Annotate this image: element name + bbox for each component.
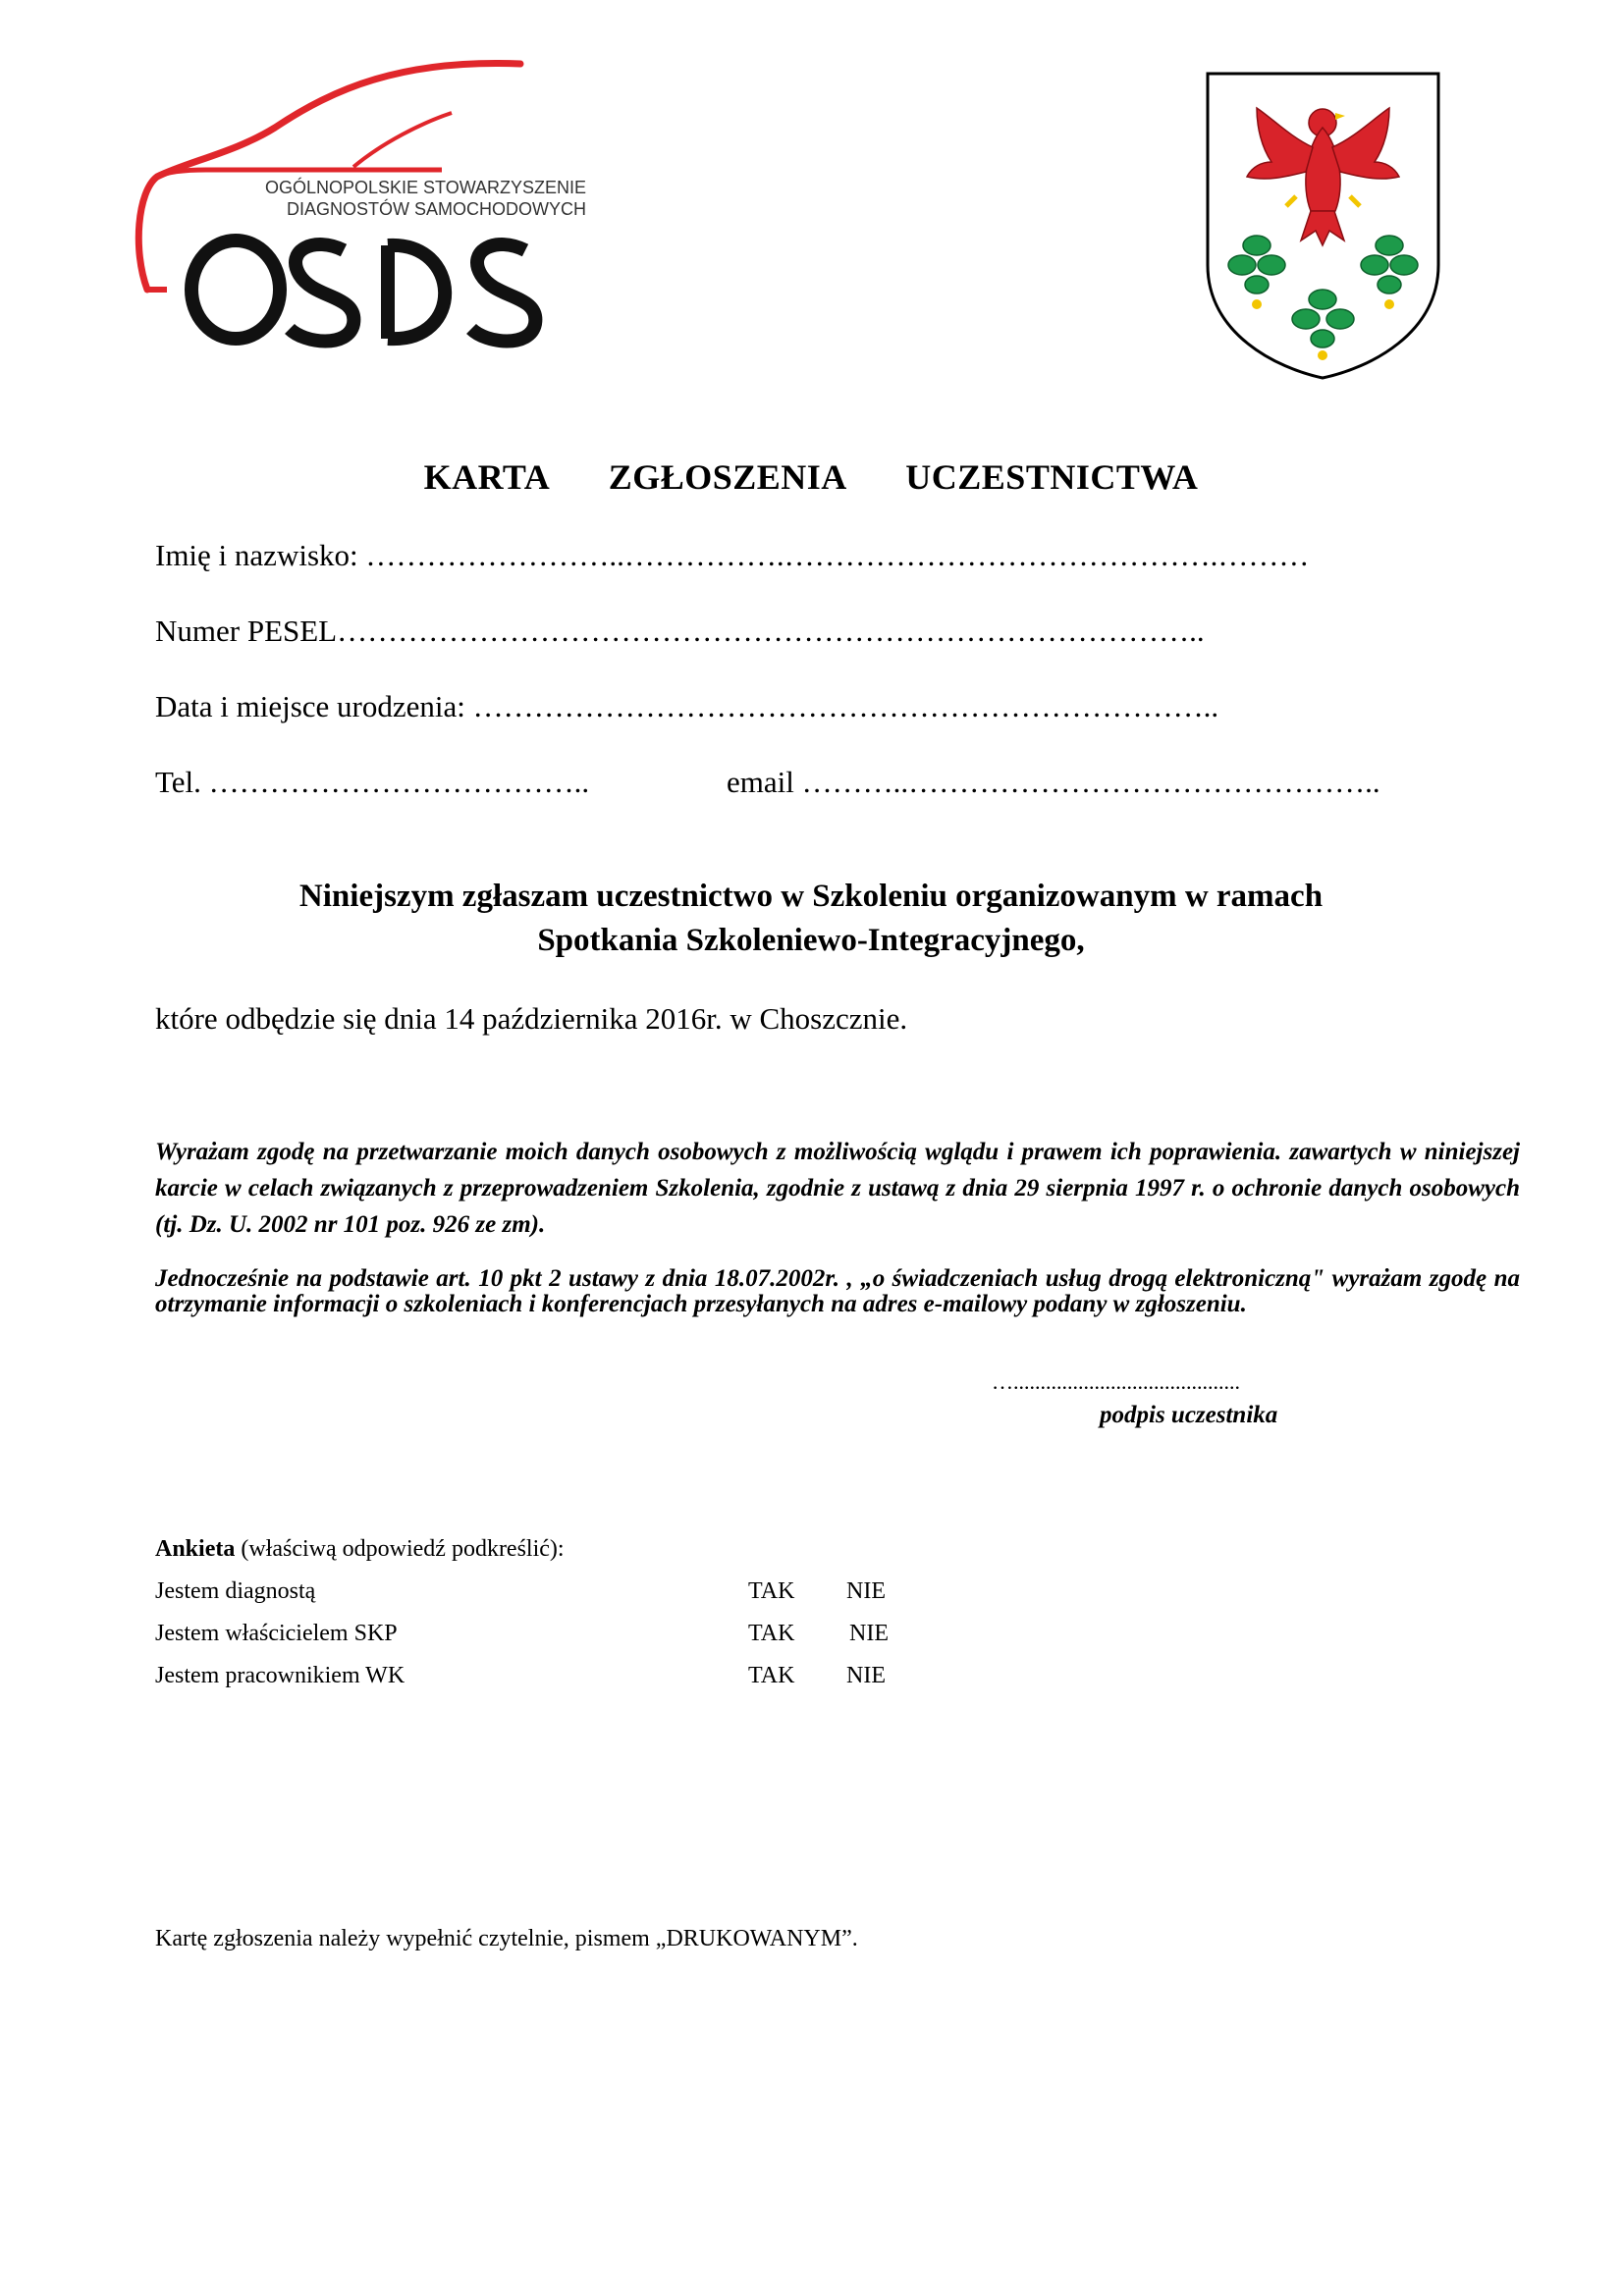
survey-answer-no[interactable]: NIE — [846, 1578, 886, 1604]
footer-note: Kartę zgłoszenia należy wypełnić czytelnie, pismem „DRUKOWANYM”. — [155, 1926, 858, 1951]
consent-paragraph-1: Wyrażam zgodę na przetwarzanie moich danych osobowych z możliwością wglądu i prawem ich poprawienia. zawartych w niniejszej karcie w celach związanych z przeprowadzeniem Szkolenia, zgodnie z ustawą z dnia 29 sierpnia 1997 r. o ochronie danych osobowych (tj. Dz. U. 2002 nr 101 poz. 926 ze zm). — [155, 1139, 1520, 1238]
coat-of-arms — [1203, 69, 1443, 383]
osds-logo — [128, 54, 587, 348]
pesel-field[interactable]: Numer PESEL………………………………………………………………………….. — [155, 614, 1205, 648]
survey-answer-yes[interactable]: TAK — [748, 1578, 795, 1604]
survey-answer-no[interactable]: NIE — [849, 1621, 889, 1646]
signature-label: podpis uczestnika — [1100, 1402, 1278, 1428]
survey-heading — [155, 1536, 565, 1563]
survey-question: Jestem właścicielem SKP — [155, 1621, 398, 1646]
name-field[interactable]: Imię i nazwisko: ……………………..…………….…………………………………….……… — [155, 538, 1310, 572]
tel-field[interactable]: Tel. ……………………………….. — [155, 765, 590, 799]
logo-org-line2: DIAGNOSTÓW SAMOCHODOWYCH — [287, 199, 586, 219]
survey-question: Jestem diagnostą — [155, 1578, 316, 1604]
survey-answer-yes[interactable]: TAK — [748, 1621, 795, 1646]
survey-heading-rest: (właściwą odpowiedź podkreślić): — [235, 1536, 565, 1562]
page-title — [0, 456, 1622, 498]
email-field[interactable]: email ………..……………………………………….. — [727, 765, 1380, 799]
birth-field[interactable]: Data i miejsce urodzenia: ……………………………………………………………….. — [155, 689, 1219, 723]
declaration-line-1: Niniejszym zgłaszam uczestnictwo w Szkoleniu organizowanym w ramach — [298, 879, 1324, 914]
survey-answer-yes[interactable]: TAK — [748, 1663, 795, 1688]
survey-answer-no[interactable]: NIE — [846, 1663, 886, 1688]
title-word-1: KARTA — [423, 457, 551, 497]
title-word-2: ZGŁOSZENIA — [608, 457, 847, 497]
survey-heading-bold: Ankieta — [155, 1536, 236, 1562]
consent-paragraph-2: Jednocześnie na podstawie art. 10 pkt 2 ustawy z dnia 18.07.2002r. , „o świadczeniach usług drogą elektroniczną" wyrażam zgodę na otrzymanie informacji o szkoleniach i konferencjach przesyłanych na adres e-mailowy podany w zgłoszeniu. — [155, 1265, 1520, 1317]
title-word-3: UCZESTNICTWA — [905, 457, 1199, 497]
signature-line[interactable]: ….......................................... — [992, 1369, 1240, 1394]
event-date-line: które odbędzie się dnia 14 października 2016r. w Choszcznie. — [155, 1001, 908, 1036]
survey-question: Jestem pracownikiem WK — [155, 1663, 406, 1688]
declaration-line-2: Spotkania Szkoleniewo-Integracyjnego, — [537, 923, 1085, 958]
logo-org-line1: OGÓLNOPOLSKIE STOWARZYSZENIE — [265, 178, 587, 197]
